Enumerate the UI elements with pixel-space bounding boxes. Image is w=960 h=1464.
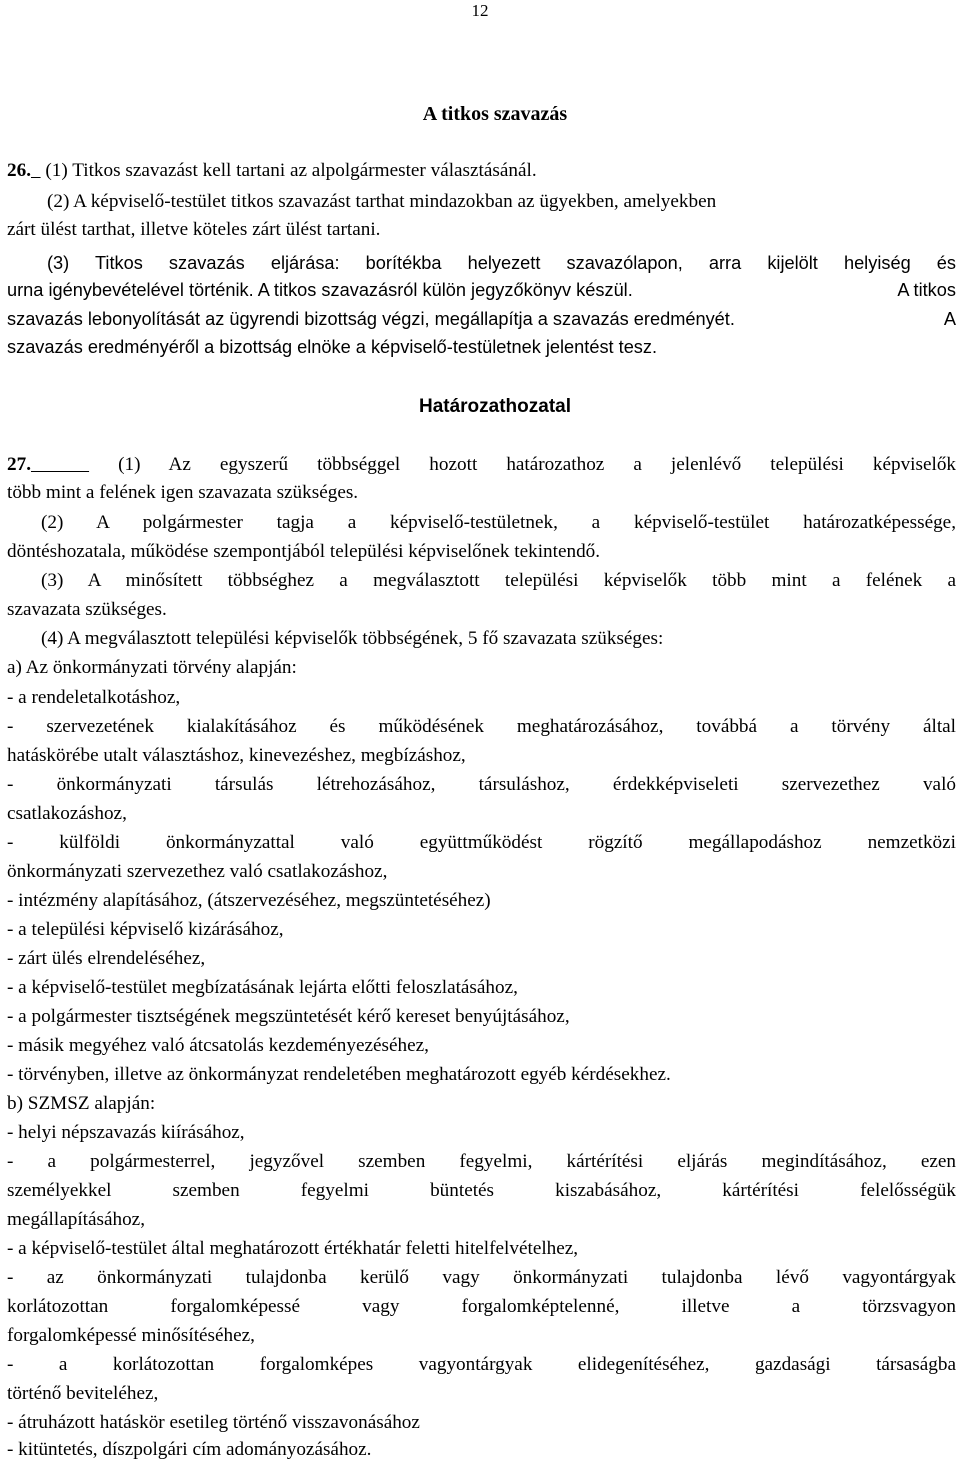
list-item: - helyi népszavazás kiírásához, <box>7 1122 245 1143</box>
paragraph-26-line: 26. (1) Titkos szavazást kell tartani az alpolgármester választásánál. <box>7 160 537 181</box>
list-item: - a korlátozottan forgalomképes vagyontárgyak elidegenítéséhez, gazdasági társaságba <box>7 1354 956 1375</box>
list-item: - másik megyéhez való átcsatolás kezdeményezéséhez, <box>7 1035 429 1056</box>
list-item: - intézmény alapításához, (átszervezéséhez, megszüntetéséhez) <box>7 890 491 911</box>
list-item-continuation: csatlakozáshoz, <box>7 803 127 824</box>
list-item: - kitüntetés, díszpolgári cím adományozásához. <box>7 1439 372 1460</box>
list-item: - átruházott hatáskör esetileg történő visszavonásához <box>7 1412 420 1433</box>
list-item: - az önkormányzati tulajdonba kerülő vagy önkormányzati tulajdonba lévő vagyontárgyak <box>7 1267 956 1288</box>
paragraph-line: (4) A megválasztott települési képviselők többségének, 5 fő szavazata szükséges: <box>41 628 664 649</box>
paragraph-number: 27. <box>7 454 31 475</box>
paragraph-number: 26. <box>7 160 31 181</box>
list-item-continuation: forgalomképessé minősítéséhez, <box>7 1325 255 1346</box>
paragraph-line: (3) Titkos szavazás eljárása: borítékba helyezett szavazólapon, arra kijelölt helyiség és <box>47 253 956 273</box>
list-item: - törvényben, illetve az önkormányzat rendeletében meghatározott egyéb kérdésekhez. <box>7 1064 671 1085</box>
paragraph-line: zárt ülést tarthat, illetve köteles zárt ülést tartani. <box>7 219 381 240</box>
list-item-continuation: történő beviteléhez, <box>7 1383 159 1404</box>
list-item: - zárt ülés elrendeléséhez, <box>7 948 206 969</box>
list-item-continuation: korlátozottan forgalomképessé vagy forgalomképtelenné, illetve a törzsvagyon <box>7 1296 956 1317</box>
list-item: - önkormányzati társulás létrehozásához, társuláshoz, érdekképviseleti szervezethez való <box>7 774 956 795</box>
list-item-continuation: önkormányzati szervezethez való csatlakozáshoz, <box>7 861 388 882</box>
paragraph-line: (2) A polgármester tagja a képviselő-testületnek, a képviselő-testület határozatképessége, <box>41 512 956 533</box>
list-item: - külföldi önkormányzattal való együttműködést rögzítő megállapodáshoz nemzetközi <box>7 832 956 853</box>
list-item-continuation: hatáskörébe utalt választáshoz, kinevezéshez, megbízáshoz, <box>7 745 466 766</box>
paragraph-line: szavazás eredményéről a bizottság elnöke a képviselő-testületnek jelentést tesz. <box>7 337 658 357</box>
list-item: - a képviselő-testület megbízatásának lejárta előtti feloszlatásához, <box>7 977 518 998</box>
section-title-decision-making: Határozathozatal <box>418 396 572 417</box>
list-item: - a polgármesterrel, jegyzővel szemben fegyelmi, kártérítési eljárás megindításához, ezen <box>7 1151 956 1172</box>
paragraph-line: több mint a felének igen szavazata szükséges. <box>7 482 359 503</box>
list-item: - szervezetének kialakításához és működésének meghatározásához, továbbá a törvény által <box>7 716 956 737</box>
list-item: - a képviselő-testület által meghatározott értékhatár feletti hitelfelvételhez, <box>7 1238 579 1259</box>
paragraph-line: urna igénybevételével történik. A titkos szavazásról külön jegyzőkönyv készül. A titkos <box>7 280 956 300</box>
list-item-continuation: megállapításához, <box>7 1209 145 1230</box>
list-item: - a polgármester tisztségének megszüntetését kérő kereset benyújtásához, <box>7 1006 570 1027</box>
list-item-continuation: személyekkel szemben fegyelmi büntetés kiszabásához, kártérítési felelősségük <box>7 1180 956 1201</box>
list-item: - a települési képviselő kizárásához, <box>7 919 284 940</box>
list-heading: b) SZMSZ alapján: <box>7 1093 156 1114</box>
list-heading: a) Az önkormányzati törvény alapján: <box>7 657 297 678</box>
paragraph-27-line: 27. (1) Az egyszerű többséggel hozott határozathoz a jelenlévő települési képviselők <box>7 454 957 475</box>
paragraph-line: (2) A képviselő-testület titkos szavazást tarthat mindazokban az ügyekben, amelyekben <box>47 191 717 212</box>
list-item: - a rendeletalkotáshoz, <box>7 687 181 708</box>
paragraph-line: szavazata szükséges. <box>7 599 167 620</box>
paragraph-line: (3) A minősített többséghez a megválasztott települési képviselők több mint a felének a <box>41 570 956 591</box>
paragraph-line: döntéshozatala, működése szempontjából települési képviselőnek tekintendő. <box>7 541 601 562</box>
paragraph-line: szavazás lebonyolítását az ügyrendi bizottság végzi, megállapítja a szavazás eredményét. A <box>7 309 956 329</box>
section-title-secret-vote: A titkos szavazás <box>422 103 568 125</box>
page-number: 12 <box>471 1 489 20</box>
